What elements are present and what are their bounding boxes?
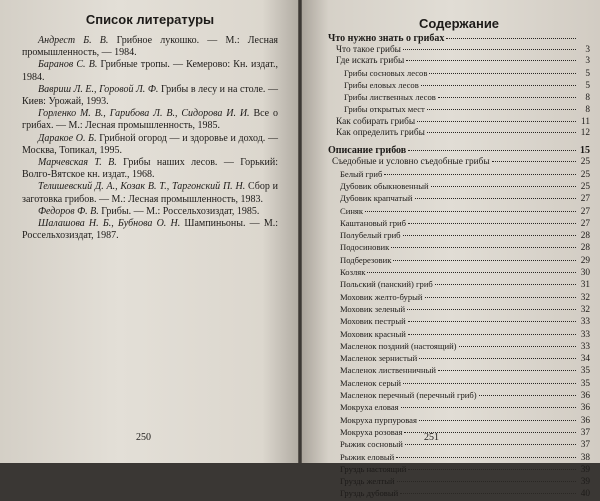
toc-leader — [492, 161, 576, 162]
toc-row — [328, 316, 590, 328]
toc-page: 12 — [580, 128, 590, 139]
toc-leader — [479, 395, 576, 396]
toc-leader — [400, 493, 576, 494]
right-page — [302, 0, 600, 500]
toc-leader — [403, 383, 576, 384]
bibliography-entry — [22, 218, 278, 242]
toc-leader — [419, 420, 576, 421]
toc-row — [328, 255, 590, 267]
toc-row — [328, 104, 590, 116]
toc-title: Описание грибов — [328, 145, 407, 157]
toc-page: 34 — [580, 354, 590, 365]
toc-row — [328, 230, 590, 242]
toc-title: Моховик красный — [340, 328, 406, 339]
toc-leader — [408, 469, 576, 470]
toc-title: Белый гриб — [340, 168, 383, 179]
toc-leader — [429, 73, 576, 74]
toc-page: 36 — [580, 415, 590, 426]
toc-title: Грибы сосновых лесов — [344, 67, 428, 78]
toc-page: 3 — [585, 56, 590, 67]
left-page — [0, 0, 298, 463]
toc-row — [328, 452, 590, 464]
toc-page: 29 — [580, 255, 590, 266]
toc-leader — [408, 223, 576, 224]
toc-title: Грибы еловых лесов — [344, 79, 419, 90]
toc-page: 40 — [580, 489, 590, 500]
toc-row — [328, 218, 590, 230]
toc-title: Грибы лиственных лесов — [344, 92, 436, 103]
toc-title: Грибы открытых мест — [344, 104, 425, 115]
toc-title: Что нужно знать о грибах — [328, 33, 445, 44]
toc-title: Груздь дубовый — [340, 488, 399, 499]
entry-author: Баранов С. В. — [38, 59, 98, 71]
toc-row — [328, 128, 590, 139]
toc-row — [328, 267, 590, 279]
toc-row — [328, 181, 590, 193]
toc-page: 36 — [580, 391, 590, 402]
toc-row — [328, 117, 590, 128]
table-of-contents — [328, 33, 590, 501]
toc-page: 31 — [580, 280, 590, 291]
toc-row — [328, 341, 590, 353]
toc-title: Козляк — [340, 267, 366, 278]
toc-page: 38 — [580, 452, 590, 463]
toc-page: 5 — [585, 68, 590, 79]
toc-row — [328, 45, 590, 56]
toc-row — [328, 329, 590, 341]
toc-page: 25 — [580, 181, 590, 192]
toc-page: 35 — [580, 378, 590, 389]
bibliography-entry — [22, 59, 278, 83]
toc-leader — [406, 60, 576, 61]
toc-leader — [415, 198, 576, 199]
entry-author: Андрест Б. В. — [38, 35, 109, 46]
toc-title: Масленок перечный (перечный гриб) — [340, 390, 477, 401]
toc-title: Мокруха еловая — [340, 402, 399, 413]
toc-row — [328, 439, 590, 451]
toc-row — [328, 92, 590, 104]
entry-author: Марчевская Т. В. — [38, 157, 117, 169]
toc-page: 8 — [585, 105, 590, 116]
entry-text: Грибной огород — и здоровье и доход. — Москва, Топикал, 1995. — [22, 132, 278, 156]
toc-title: Моховик зеленый — [340, 303, 406, 314]
toc-page: 35 — [580, 366, 590, 377]
toc-title: Подберезовик — [340, 254, 392, 265]
toc-title: Что такое грибы — [336, 45, 401, 55]
toc-leader — [393, 260, 576, 261]
toc-leader — [396, 457, 576, 458]
entry-text: Шампиньоны. — М.: Россельхозиздат, 1987. — [22, 218, 278, 242]
toc-row — [328, 68, 590, 80]
toc-leader — [408, 150, 576, 151]
toc-leader — [403, 49, 576, 50]
entry-author: Шалашова Н. Б., Бубнова О. Н. — [38, 218, 181, 230]
toc-leader — [408, 321, 576, 322]
toc-title: Дубовик крапчатый — [340, 193, 413, 204]
toc-row — [328, 145, 590, 157]
toc-title: Рыжик сосновый — [340, 439, 403, 450]
toc-title: Дубовик обыкновенный — [340, 180, 429, 191]
toc-leader — [403, 235, 576, 236]
toc-row — [328, 415, 590, 427]
left-page-number: 250 — [136, 432, 151, 443]
toc-leader — [431, 186, 576, 187]
toc-page: 39 — [580, 464, 590, 475]
toc-title: Синяк — [340, 205, 364, 216]
toc-row — [328, 378, 590, 390]
toc-leader — [401, 407, 576, 408]
bibliography-list — [22, 35, 278, 242]
toc-page: 37 — [580, 440, 590, 451]
entry-text: Грибное лукошко. — М.: Лесная промышленность, — 1984. — [22, 35, 278, 59]
toc-page: 25 — [580, 157, 590, 168]
toc-page: 11 — [581, 116, 590, 127]
toc-title: Мокруха розовая — [340, 426, 403, 437]
toc-leader — [435, 284, 576, 285]
toc-row — [328, 33, 590, 45]
toc-leader — [384, 174, 576, 175]
toc-leader — [405, 444, 576, 445]
toc-leader — [417, 121, 576, 122]
entry-text: Грибы в лесу и на столе. — Киев: Урожай, 1993. — [22, 83, 278, 108]
toc-title: Мокруха пурпуровая — [340, 414, 417, 425]
toc-row — [328, 427, 590, 439]
toc-row — [328, 476, 590, 488]
toc-row — [328, 206, 590, 218]
toc-leader — [367, 272, 576, 273]
toc-row — [328, 157, 590, 168]
toc-row — [328, 56, 590, 67]
toc-page: 3 — [585, 45, 590, 55]
toc-leader — [427, 132, 576, 133]
toc-page: 33 — [580, 329, 590, 340]
toc-title: Масленок лиственничный — [340, 365, 436, 376]
toc-leader — [425, 297, 577, 298]
toc-page: 36 — [580, 403, 590, 414]
bibliography-entry — [22, 133, 278, 157]
toc-title: Подосиновик — [340, 242, 390, 253]
toc-row — [328, 193, 590, 205]
entry-text: Сбор и заготовка грибов. — М.: Лесная промышленность, 1983. — [22, 181, 279, 205]
toc-page: 8 — [585, 93, 590, 104]
toc-leader — [365, 211, 576, 212]
toc-title: Масленок зернистый — [340, 353, 418, 364]
entry-text: Грибные тропы. — Кемерово: Кн. издат., 1984. — [22, 59, 278, 83]
toc-page: 27 — [580, 206, 590, 217]
toc-page: 5 — [585, 80, 590, 91]
contents-heading: Содержание — [418, 16, 500, 31]
toc-leader — [459, 346, 576, 347]
bibliography-entry — [22, 181, 278, 205]
entry-author: Горленко М. В., Гарибова Л. В., Сидорова И. И. — [38, 108, 250, 120]
toc-page: 28 — [580, 243, 590, 254]
entry-author: Телишевский Д. А., Козак В. Т., Таргонский П. Н. — [38, 181, 246, 193]
toc-title: Каштановый гриб — [340, 217, 406, 228]
toc-page: 32 — [580, 304, 590, 315]
bibliography-entry — [22, 84, 278, 108]
toc-page: 39 — [580, 477, 590, 488]
toc-page: 32 — [580, 292, 590, 303]
toc-row — [328, 353, 590, 365]
toc-title: Моховик пестрый — [340, 316, 406, 327]
toc-leader — [438, 97, 576, 98]
toc-row — [328, 402, 590, 414]
toc-title: Масленок поздний (настоящий) — [340, 340, 457, 351]
toc-leader — [427, 109, 576, 110]
toc-leader — [421, 85, 576, 86]
toc-page: 37 — [580, 427, 590, 438]
toc-leader — [407, 309, 576, 310]
toc-row — [328, 292, 590, 304]
toc-leader — [438, 370, 576, 371]
toc-page: 33 — [580, 317, 590, 328]
toc-leader — [408, 334, 576, 335]
toc-row — [328, 304, 590, 316]
toc-row — [328, 242, 590, 254]
toc-page: 27 — [580, 194, 590, 205]
bibliography-entry — [22, 206, 278, 218]
toc-row — [328, 390, 590, 402]
toc-row — [328, 365, 590, 377]
toc-title: Моховик желто-бурый — [340, 291, 423, 302]
toc-row — [328, 279, 590, 291]
toc-title: Груздь настоящий — [340, 463, 407, 474]
bibliography-heading: Список литературы — [85, 12, 215, 27]
toc-title: Съедобные и условно съедобные грибы — [332, 157, 490, 168]
entry-author: Федоров Ф. В. — [38, 205, 99, 217]
entry-author: Вавриш Л. Е., Горовой Л. Ф. — [38, 83, 159, 95]
toc-page: 27 — [580, 218, 590, 229]
entry-text: Все о грибах. — М.: Лесная промышленность, 1985. — [22, 108, 279, 132]
entry-text: Грибы наших лесов. — Горький: Волго-Вятское кн. издат., 1968. — [22, 157, 278, 181]
toc-row — [328, 169, 590, 181]
toc-title: Рыжик еловый — [340, 451, 395, 462]
toc-title: Как определить грибы — [336, 128, 425, 139]
toc-title: Где искать грибы — [336, 56, 405, 67]
bibliography-entry — [22, 35, 278, 59]
entry-text: Грибы. — М.: Россельхозиздат, 1985. — [98, 205, 260, 217]
toc-leader — [397, 481, 576, 482]
toc-leader — [419, 358, 576, 359]
toc-page: 28 — [580, 231, 590, 242]
toc-title: Польский (панский) гриб — [340, 279, 433, 290]
toc-title: Груздь желтый — [340, 476, 395, 487]
right-page-number: 251 — [424, 432, 439, 443]
toc-title: Полубелый гриб — [340, 230, 401, 241]
bibliography-entry — [22, 157, 278, 181]
toc-row — [328, 464, 590, 476]
bibliography-entry — [22, 108, 278, 132]
toc-page: 15 — [580, 145, 590, 157]
toc-page: 25 — [580, 169, 590, 180]
toc-row — [328, 80, 590, 92]
entry-author: Даракое О. Б. — [38, 132, 97, 144]
toc-page: 30 — [580, 268, 590, 279]
toc-title: Как собирать грибы — [336, 116, 416, 127]
toc-leader — [391, 247, 576, 248]
toc-title: Масленок серый — [340, 377, 401, 388]
toc-row — [328, 488, 590, 500]
toc-leader — [446, 38, 576, 39]
toc-page: 33 — [580, 341, 590, 352]
